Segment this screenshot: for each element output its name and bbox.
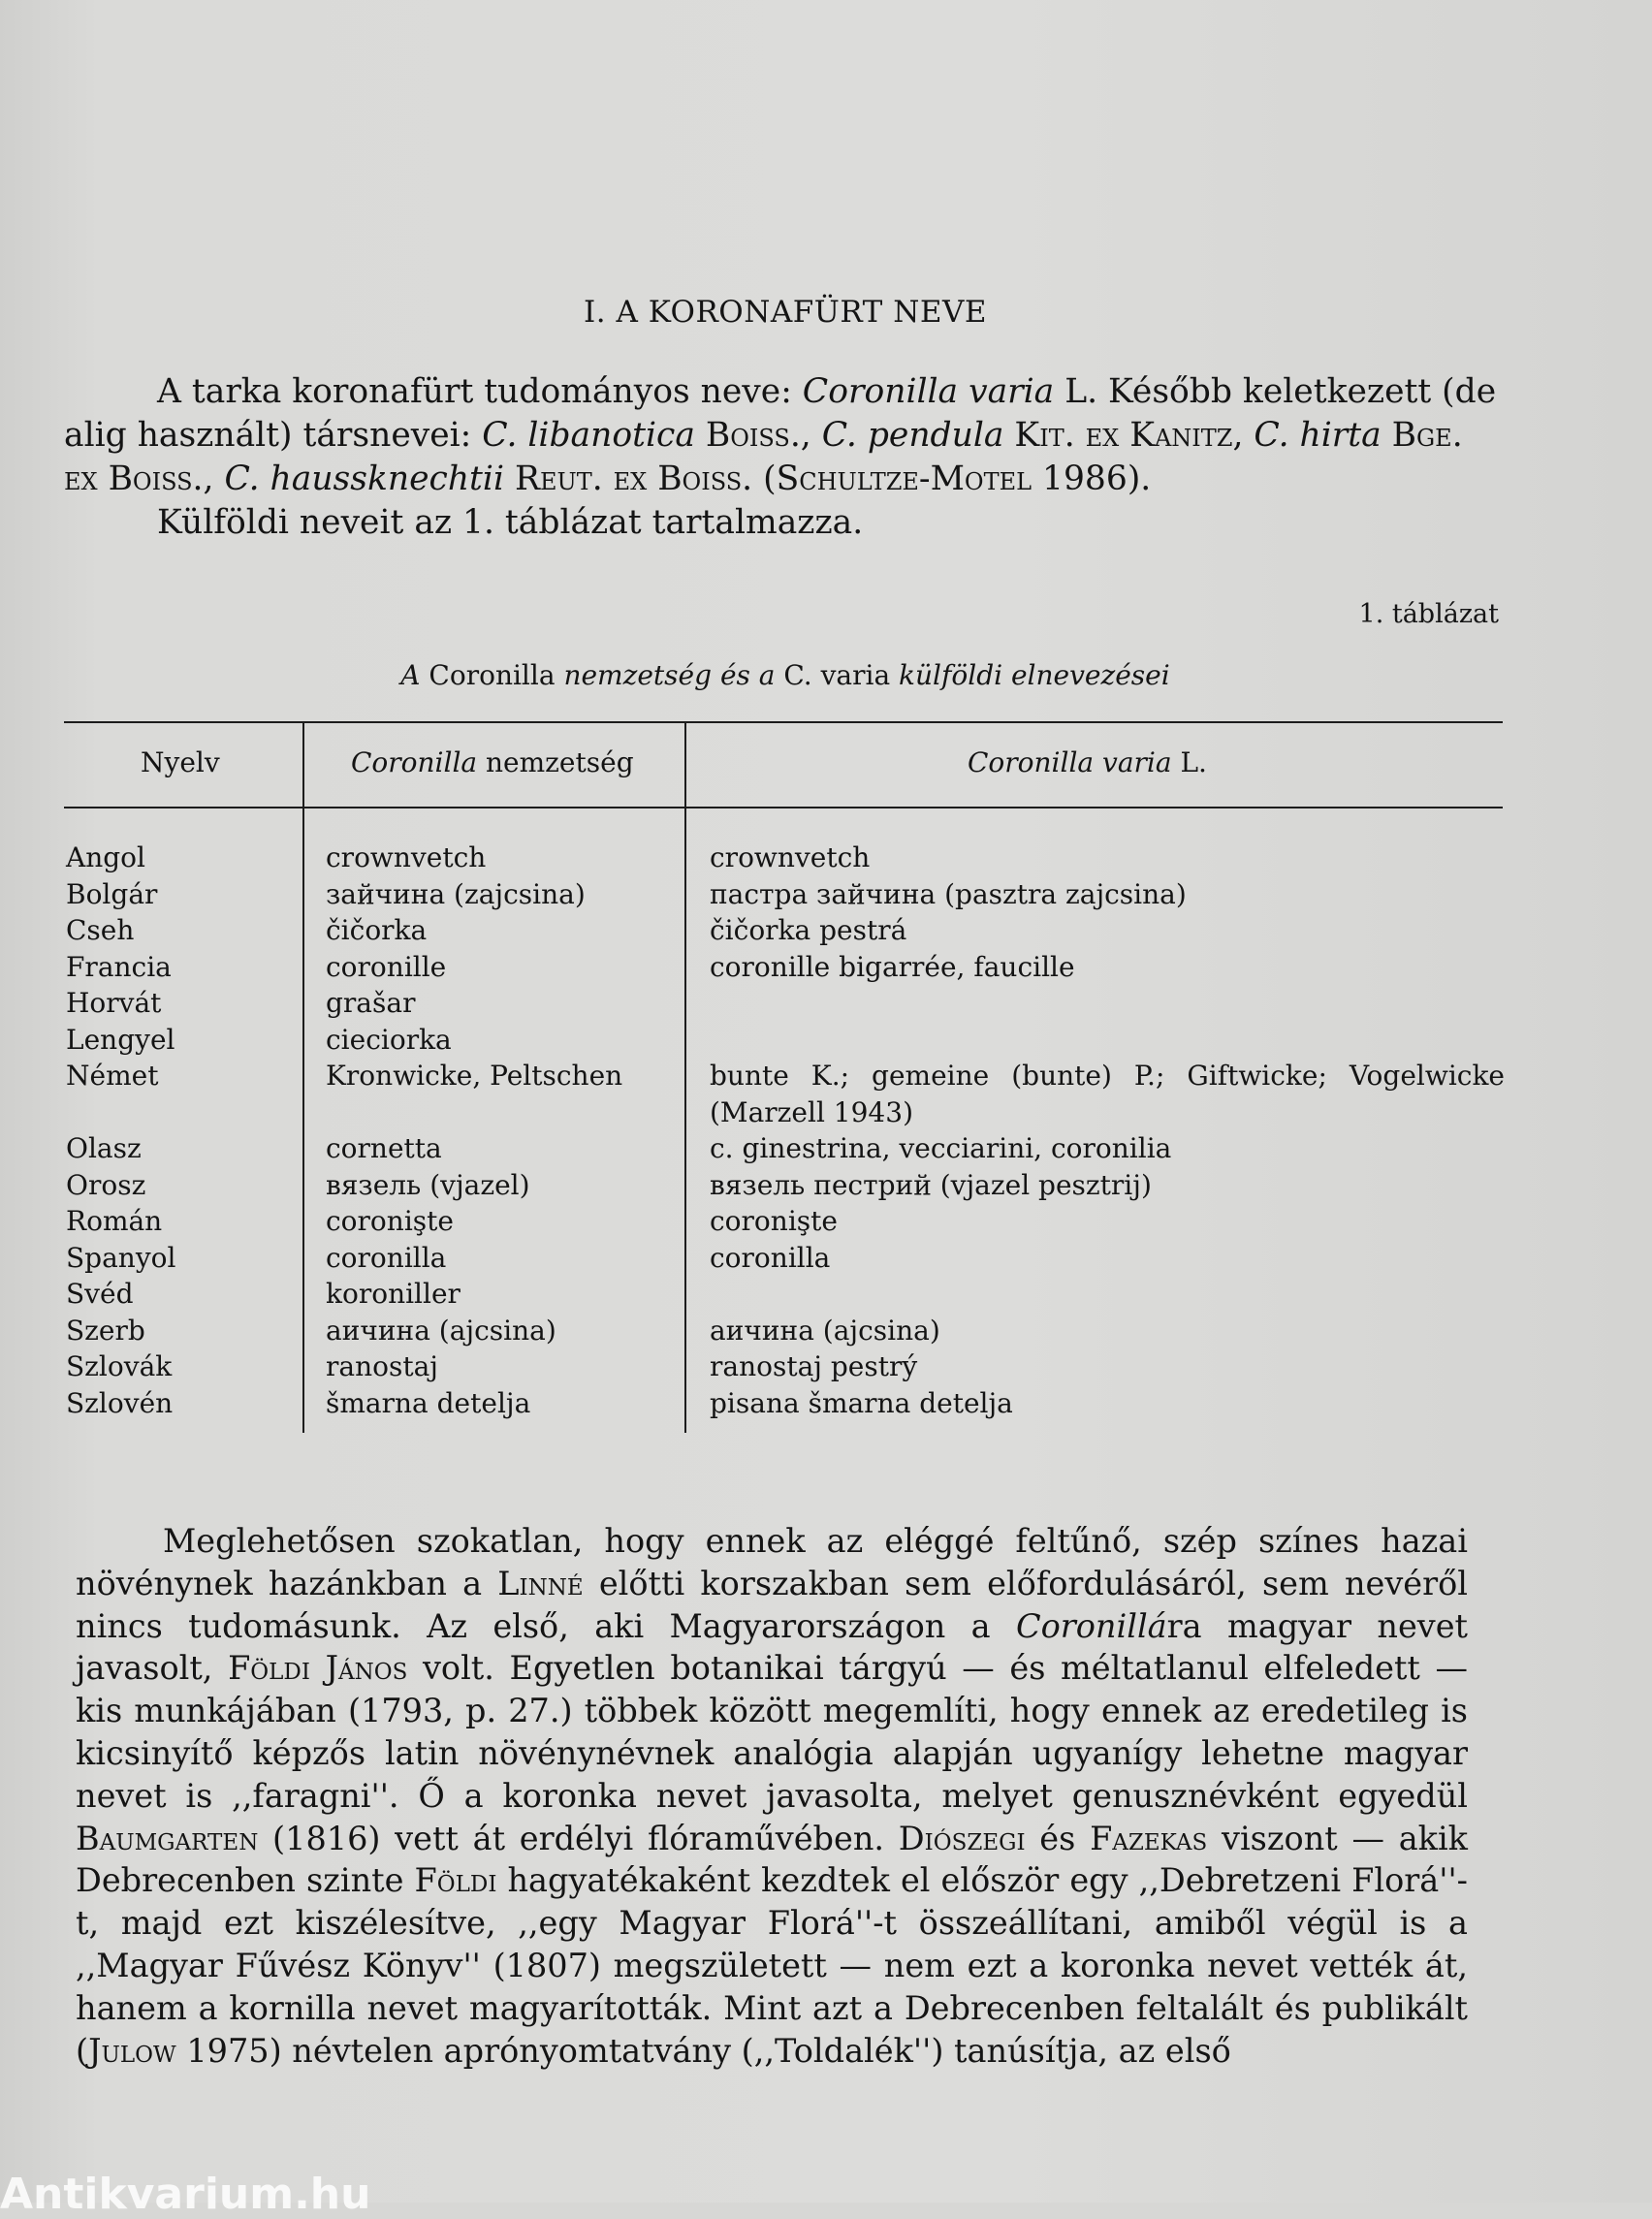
body-paragraph-text: Meglehetősen szokatlan, hogy ennek az eléggé feltűnő, szép színes hazai növénynek hazánkban a Linné előtti korszakban sem előfordulásáról, sem nevéről nincs tudomásunk. Az első, aki Magyarországon a Coronillára magyar nevet javasolt, Földi János volt. Egyetlen botanikai tárgyú — és méltatlanul elfeledett — kis munkájában (1793, p. 27.) többek között megemlíti, hogy ennek az eredetileg is kicsinyítő képzős latin növénynévnek analógia alapján ugyanígy lehetne magyar nevet is ,,faragni''. Ő a koronka nevet javasolta, melyet genusznévként egyedül Baumgarten (1816) vett át erdélyi flóraművében. Diószegi és Fazekas viszont — akik Debrecenben szinte Földi hagyatékaként kezdtek el először egy ,,Debretzeni Florá''-t, majd ezt kiszélesítve, ,,egy Magyar Florá''-t összeállítani, amiből végül is a ,,Magyar Fűvész Könyv'' (1807) megszületett — nem ezt a koronka nevet vették át, hanem a kornilla nevet magyarították. Mint azt a Debrecenben feltalált és publikált (Julow 1975) névtelen aprónyomtatvány (,,Toldalék'') tanúsítja, az első xyxy=(76,1522,1469,2070)
table-cell-language: Francia xyxy=(66,950,172,983)
table-caption: A Coronilla nemzetség és a C. varia külföldi elnevezései xyxy=(400,659,1170,691)
table-cell-genus: čičorka xyxy=(326,914,428,946)
table-cell-language: Szlovák xyxy=(66,1350,173,1382)
table-cell-species: čičorka pestrá xyxy=(710,914,907,946)
genus-name-column xyxy=(326,840,622,1421)
table-header-rule xyxy=(64,807,1503,808)
table-cell-species: pisana šmarna detelja xyxy=(710,1386,1013,1419)
table-cell-species: crownvetch xyxy=(710,841,871,873)
table-cell-genus: coronişte xyxy=(326,1205,454,1237)
table-cell-genus: crownvetch xyxy=(326,841,487,873)
table-cell-language: Spanyol xyxy=(66,1241,176,1274)
table-cell-species xyxy=(710,1022,1505,1059)
table-cell-genus: coronilla xyxy=(326,1241,447,1274)
header-species: Coronilla varia L. xyxy=(968,746,1207,778)
table-cell-genus: Kronwicke, Peltschen xyxy=(326,1060,623,1092)
header-language: Nyelv xyxy=(141,746,220,778)
intro-paragraph-1: A tarka koronafürt tudományos neve: Coronilla varia L. Később keletkezett (de alig használt) társnevei: C. libanotica Boiss., C. pendula Kit. ex Kanitz, C. hirta Bge. ex Boiss., C. hausskneсhtii Reut. ex Boiss. (Schultze-Motel 1986). xyxy=(64,372,1497,498)
table-column-divider-2 xyxy=(684,723,686,1433)
table-cell-genus: coronille xyxy=(326,950,447,983)
table-cell-language: Szerb xyxy=(66,1314,145,1347)
table-number-label: 1. táblázat xyxy=(1358,599,1499,629)
table-cell-genus: koroniller xyxy=(326,1278,461,1310)
species-name-column xyxy=(710,840,1505,1421)
table-cell-language: Lengyel xyxy=(66,1023,175,1056)
table-cell-species: coronille bigarrée, faucille xyxy=(710,950,1075,983)
table-cell-species: вязель пестрий (vjazel pesztrij) xyxy=(710,1168,1152,1201)
table-cell-language: Cseh xyxy=(66,914,135,946)
header-genus: Coronilla nemzetség xyxy=(351,746,634,778)
table-cell-language: Horvát xyxy=(66,987,162,1019)
table-cell-genus: šmarna detelja xyxy=(326,1386,531,1419)
table-cell-species xyxy=(710,1276,1505,1313)
intro-paragraphs xyxy=(64,370,1499,545)
table-cell-language: Svéd xyxy=(66,1278,134,1310)
table-cell-language: Bolgár xyxy=(66,877,158,910)
body-paragraph xyxy=(76,1520,1468,2072)
table-cell-genus: grašar xyxy=(326,987,416,1019)
table-cell-genus: cieciorka xyxy=(326,1023,452,1056)
table-cell-genus: cornetta xyxy=(326,1132,442,1164)
table-cell-language: Angol xyxy=(66,841,145,873)
table-cell-species xyxy=(710,985,1505,1022)
watermark-text: Antikvarium.hu xyxy=(0,2170,371,2219)
table-cell-species: bunte K.; gemeine (bunte) P.; Giftwicke; Vogelwicke (Marzell 1943) xyxy=(710,1060,1505,1128)
table-cell-species: coronişte xyxy=(710,1205,838,1237)
table-cell-genus: аичина (ajcsina) xyxy=(326,1314,556,1347)
table-cell-language: Román xyxy=(66,1205,163,1237)
table-cell-genus: зайчина (zajcsina) xyxy=(326,877,586,910)
table-cell-species: пастра зайчина (pasztra zajcsina) xyxy=(710,877,1187,910)
section-title: I. A KORONAFÜRT NEVE xyxy=(584,295,987,330)
intro-paragraph-2: Külföldi neveit az 1. táblázat tartalmazza. xyxy=(157,503,864,542)
table-cell-language: Olasz xyxy=(66,1132,142,1164)
table-cell-genus: вязель (vjazel) xyxy=(326,1168,530,1201)
table-cell-language: Német xyxy=(66,1060,159,1092)
table-column-divider-1 xyxy=(302,723,304,1433)
table-top-rule xyxy=(64,721,1503,723)
language-column xyxy=(66,840,175,1421)
table-cell-language: Szlovén xyxy=(66,1386,174,1419)
table-cell-species: ranostaj pestrý xyxy=(710,1350,918,1382)
table-cell-species: аичина (ajcsina) xyxy=(710,1314,940,1347)
table-cell-language: Orosz xyxy=(66,1168,146,1201)
table-cell-species: coronilla xyxy=(710,1241,831,1274)
table-cell-genus: ranostaj xyxy=(326,1350,438,1382)
table-cell-species: c. ginestrina, vecciarini, coronilia xyxy=(710,1132,1172,1164)
